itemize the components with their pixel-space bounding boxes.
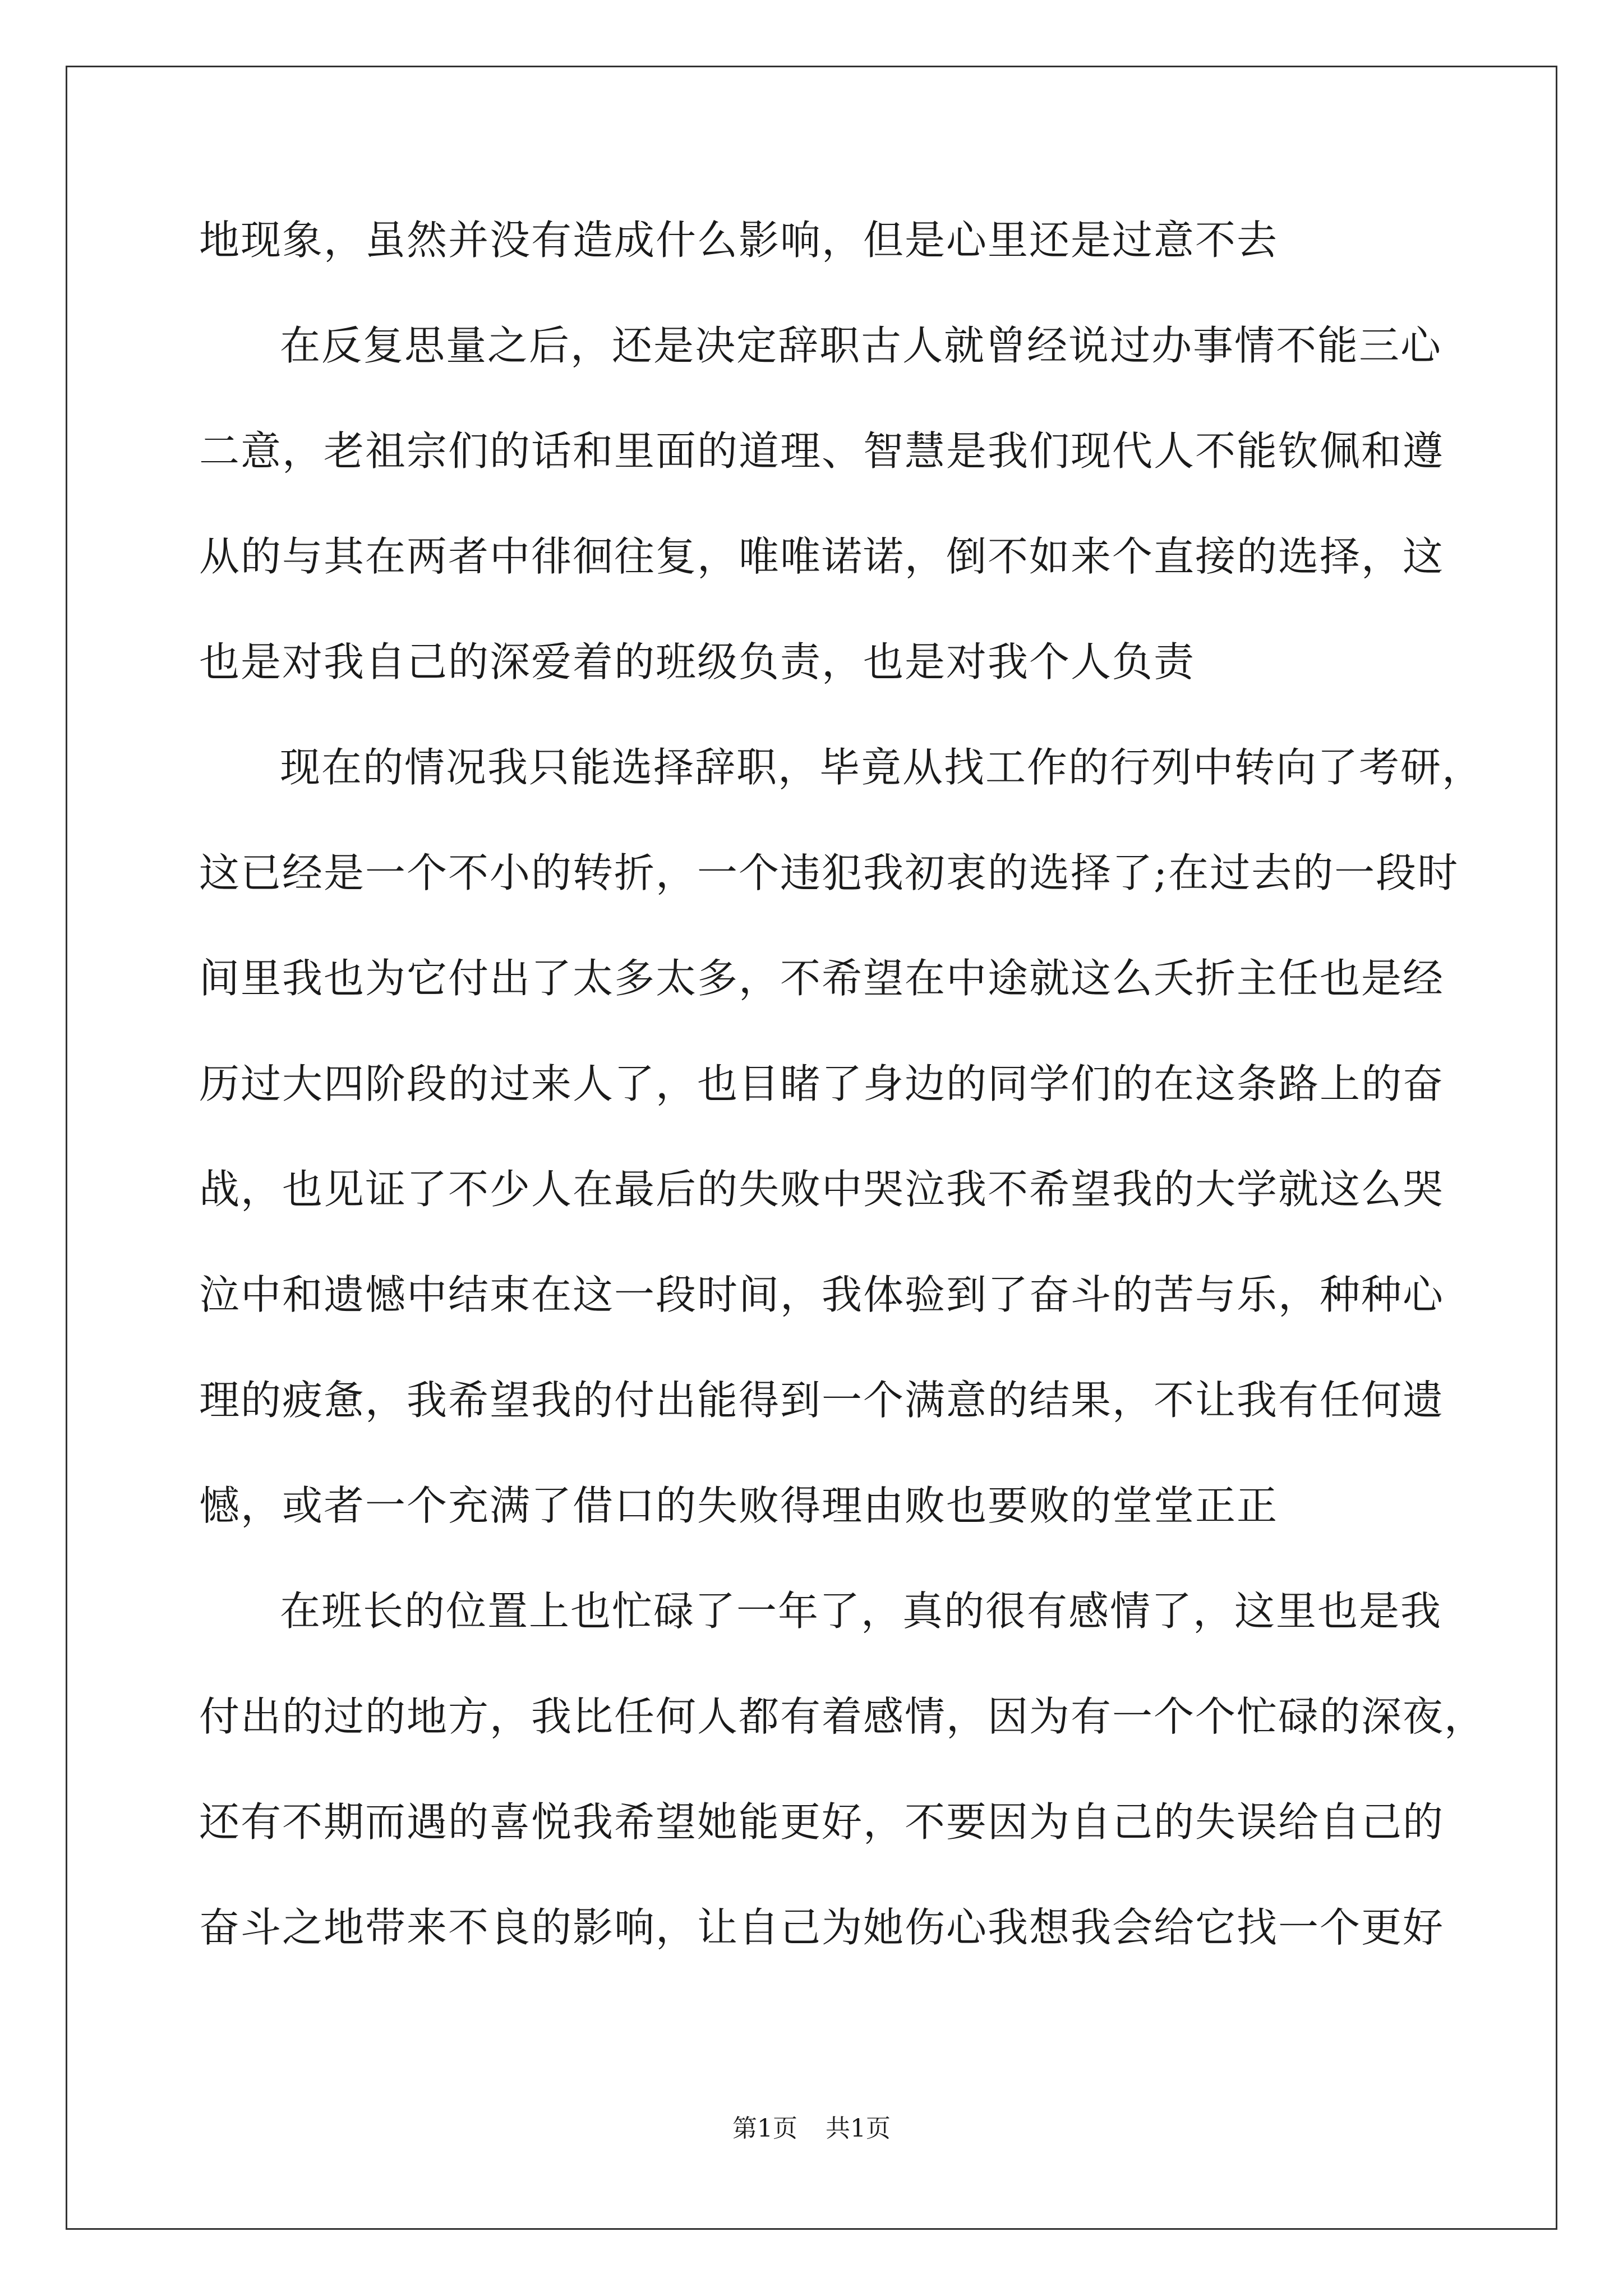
paragraph-start-line: 现在的情况我只能选择辞职，毕竟从找工作的行列中转向了考研，	[280, 744, 1484, 791]
page-total: 共1页	[826, 2114, 891, 2143]
text-line: 从的与其在两者中徘徊往复，唯唯诺诺，倒不如来个直接的选择，这	[199, 533, 1445, 580]
page-number: 第1页	[732, 2114, 797, 2143]
text-line: 理的疲惫，我希望我的付出能得到一个满意的结果，不让我有任何遗	[199, 1377, 1445, 1424]
text-line: 地现象，虽然并没有造成什么影响，但是心里还是过意不去	[199, 217, 1279, 264]
text-line: 也是对我自己的深爱着的班级负责，也是对我个人负责	[199, 638, 1196, 685]
text-line: 还有不期而遇的喜悦我希望她能更好，不要因为自己的失误给自己的	[199, 1798, 1445, 1846]
paragraph-start-line: 在班长的位置上也忙碌了一年了，真的很有感情了，这里也是我	[280, 1588, 1442, 1635]
text-line: 间里我也为它付出了太多太多，不希望在中途就这么夭折主任也是经	[199, 955, 1445, 1002]
text-line: 二意，老祖宗们的话和里面的道理、智慧是我们现代人不能钦佩和遵	[199, 427, 1445, 475]
paragraph-start-line: 在反复思量之后，还是决定辞职古人就曾经说过办事情不能三心	[280, 322, 1442, 369]
text-line: 这已经是一个不小的转折，一个违犯我初衷的选择了;在过去的一段时	[199, 849, 1459, 896]
text-line: 憾，或者一个充满了借口的失败得理由败也要败的堂堂正正	[199, 1482, 1279, 1529]
text-line: 泣中和遗憾中结束在这一段时间，我体验到了奋斗的苦与乐，种种心	[199, 1271, 1445, 1318]
document-body	[199, 213, 1486, 2006]
page-footer	[0, 2112, 1623, 2146]
text-line: 付出的过的地方，我比任何人都有着感情，因为有一个个忙碌的深夜，	[199, 1693, 1486, 1740]
text-line: 战，也见证了不少人在最后的失败中哭泣我不希望我的大学就这么哭	[199, 1166, 1445, 1213]
text-line: 历过大四阶段的过来人了，也目睹了身边的同学们的在这条路上的奋	[199, 1060, 1445, 1107]
text-line: 奋斗之地带来不良的影响，让自己为她伤心我想我会给它找一个更好	[199, 1904, 1445, 1951]
